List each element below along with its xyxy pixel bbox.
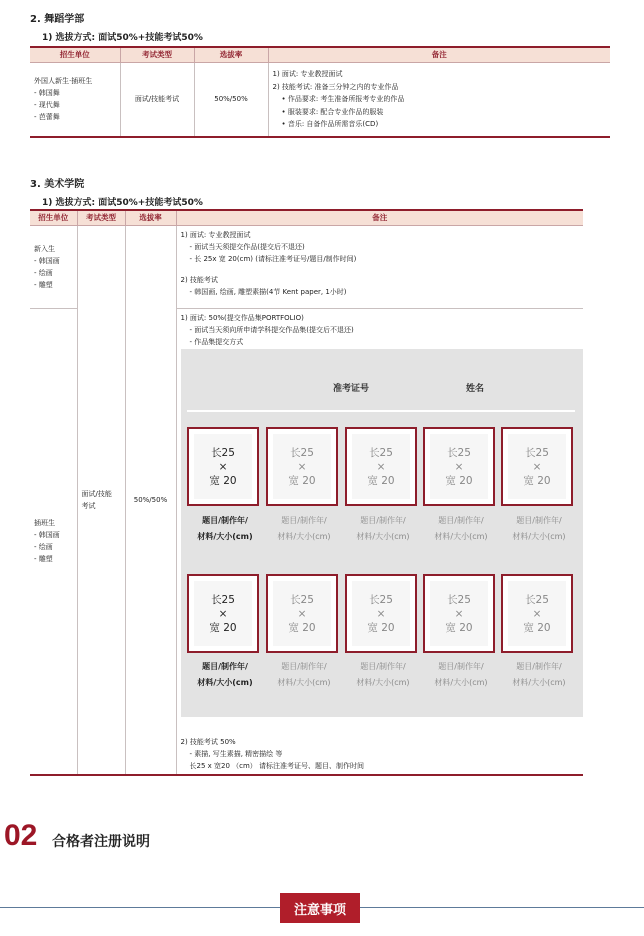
caption-line: 题目/制作年/ xyxy=(360,516,406,525)
caption-line: 材料/大小(cm) xyxy=(277,532,331,541)
portfolio-caption xyxy=(420,659,502,691)
art-transfer-note: 长25 x 宽20 （cm） 请标注准考证号、题目、制作时间 xyxy=(189,761,365,770)
dance-note-cell xyxy=(268,62,610,137)
art-transfer-unit-cell xyxy=(30,308,77,775)
section-number: 02 xyxy=(4,819,38,852)
caption-line: 材料/大小(cm) xyxy=(512,678,566,687)
caption-line: 材料/大小(cm) xyxy=(356,678,410,687)
caption-line: 材料/大小(cm) xyxy=(434,532,488,541)
art-rate-cell: 50%/50% xyxy=(125,225,176,775)
card-size-text: × xyxy=(297,607,307,620)
dance-note-line: 1) 面试: 专业教授面试 xyxy=(272,70,343,78)
art-transfer-note: 2) 技能考试 50% xyxy=(180,737,236,746)
portfolio-card xyxy=(423,574,495,653)
art-transfer-note: - 面试当天须向所申请学科提交作品集(提交后不退还) xyxy=(189,325,354,334)
card-size-text: 宽 20 xyxy=(367,621,395,634)
caption-line: 题目/制作年/ xyxy=(438,662,484,671)
dance-header-type: 考试类型 xyxy=(120,47,194,62)
dance-header-rate: 选拔率 xyxy=(194,47,268,62)
dance-selection-method: 1) 选拔方式: 面试50%+技能考试50% xyxy=(42,33,203,43)
card-size-text: × xyxy=(454,607,464,620)
name-label: 姓名 xyxy=(466,384,485,394)
art-freshman-note: - 长 25x 宽 20(cm) (请标注准考证号/题目/制作时间) xyxy=(189,254,357,263)
portfolio-card-inner xyxy=(273,434,331,499)
portfolio-card xyxy=(501,574,573,653)
portfolio-caption xyxy=(498,659,580,691)
art-transfer-note: - 作品集提交方式 xyxy=(189,337,244,346)
art-freshman-line: - 韩国画 xyxy=(34,256,60,265)
card-size-text: 长25 xyxy=(211,593,235,606)
card-size-text: 宽 20 xyxy=(288,621,316,634)
portfolio-card xyxy=(345,574,417,653)
caption-line: 材料/大小(cm) xyxy=(434,678,488,687)
card-size-text: 宽 20 xyxy=(445,621,473,634)
card-size-text: 宽 20 xyxy=(209,621,237,634)
card-size-text: 宽 20 xyxy=(209,474,237,487)
portfolio-card-inner xyxy=(430,434,488,499)
dance-unit-line: - 现代舞 xyxy=(34,101,60,110)
art-section-title: 3. 美术学院 xyxy=(30,179,85,190)
portfolio-card-inner xyxy=(430,581,488,646)
dance-note-line: • 音乐: 自备作品所需音乐(CD) xyxy=(281,120,379,128)
dance-section-title: 2. 舞蹈学部 xyxy=(30,14,85,25)
portfolio-card xyxy=(501,427,573,506)
caption-line: 题目/制作年/ xyxy=(202,662,248,671)
caption-line: 题目/制作年/ xyxy=(281,516,327,525)
card-size-text: 长25 xyxy=(290,446,314,459)
portfolio-card xyxy=(266,427,338,506)
dance-unit-line: - 芭蕾舞 xyxy=(34,113,60,122)
card-size-text: × xyxy=(454,460,464,473)
dance-table xyxy=(30,46,610,138)
portfolio-caption xyxy=(342,513,424,545)
section-title: 合格者注册说明 xyxy=(52,834,150,850)
card-size-text: 长25 xyxy=(369,593,393,606)
caption-line: 题目/制作年/ xyxy=(516,516,562,525)
dance-header-unit: 招生单位 xyxy=(30,47,120,62)
card-size-text: 宽 20 xyxy=(523,474,551,487)
caption-line: 材料/大小(cm) xyxy=(197,678,253,687)
dance-note-line: • 作品要求: 考生准备所报考专业的作品 xyxy=(281,95,405,103)
card-size-text: × xyxy=(532,460,542,473)
card-size-text: × xyxy=(376,607,386,620)
card-size-text: 长25 xyxy=(211,446,235,459)
portfolio-card-inner xyxy=(352,434,410,499)
card-size-text: 宽 20 xyxy=(288,474,316,487)
caption-line: 题目/制作年/ xyxy=(438,516,484,525)
dance-rate-cell: 50%/50% xyxy=(194,62,268,137)
dance-header-note: 备注 xyxy=(268,47,610,62)
dance-unit-line: 外国人新生·插班生 xyxy=(34,77,93,86)
card-size-text: × xyxy=(376,460,386,473)
card-size-text: 宽 20 xyxy=(445,474,473,487)
portfolio-illustration xyxy=(181,349,583,717)
art-header-type: 考试类型 xyxy=(77,210,125,225)
art-freshman-note-cell xyxy=(176,225,583,308)
caption-line: 材料/大小(cm) xyxy=(197,532,253,541)
portfolio-card-inner xyxy=(194,581,252,646)
card-size-text: × xyxy=(297,460,307,473)
art-transfer-note: 1) 面试: 50%(提交作品集PORTFOLIO) xyxy=(180,313,304,322)
art-transfer-line: 插班生 xyxy=(34,519,55,527)
portfolio-card xyxy=(187,574,259,653)
dance-type-cell: 面试/技能考试 xyxy=(120,62,194,137)
art-transfer-line: - 雕塑 xyxy=(34,555,53,563)
caption-line: 题目/制作年/ xyxy=(202,516,248,525)
portfolio-card xyxy=(345,427,417,506)
card-size-text: × xyxy=(532,607,542,620)
art-type-line: 面试/技能 xyxy=(81,489,112,498)
art-freshman-line: - 绘画 xyxy=(34,268,53,277)
art-type-line: 考试 xyxy=(81,501,96,510)
art-freshman-line: 新入生 xyxy=(34,244,55,253)
exam-number-label: 准考证号 xyxy=(333,384,370,394)
portfolio-caption xyxy=(184,513,266,545)
portfolio-card xyxy=(266,574,338,653)
portfolio-caption xyxy=(263,659,345,691)
dance-note-line: 2) 技能考试: 准备三分钟之内的专业作品 xyxy=(272,82,399,91)
caption-line: 题目/制作年/ xyxy=(281,662,327,671)
dance-unit-cell xyxy=(30,62,120,137)
card-size-text: 长25 xyxy=(290,593,314,606)
card-size-text: 长25 xyxy=(447,446,471,459)
portfolio-card-inner xyxy=(352,581,410,646)
caption-line: 材料/大小(cm) xyxy=(277,678,331,687)
portfolio-card-inner xyxy=(508,434,566,499)
art-header-rate: 选拔率 xyxy=(125,210,176,225)
art-header-unit: 招生单位 xyxy=(30,210,77,225)
card-size-text: × xyxy=(218,607,228,620)
art-freshman-note: 2) 技能考试 xyxy=(180,275,218,284)
dance-unit-line: - 韩国舞 xyxy=(34,89,60,98)
art-freshman-line: - 雕塑 xyxy=(34,280,53,289)
card-size-text: × xyxy=(218,460,228,473)
portfolio-card xyxy=(423,427,495,506)
art-freshman-note: - 韩国画, 绘画, 雕塑素描(4节 Kent paper, 1小时) xyxy=(189,287,347,296)
art-header-note: 备注 xyxy=(176,210,583,225)
caption-line: 材料/大小(cm) xyxy=(512,532,566,541)
card-size-text: 长25 xyxy=(447,593,471,606)
art-transfer-line: - 韩国画 xyxy=(34,531,60,539)
art-type-cell xyxy=(77,225,125,775)
caption-line: 材料/大小(cm) xyxy=(356,532,410,541)
art-freshman-note: 1) 面试: 专业教授面试 xyxy=(180,230,251,239)
portfolio-caption xyxy=(420,513,502,545)
art-freshman-unit-cell xyxy=(30,225,77,308)
art-transfer-note: - 素描, 写生素描, 精密描绘 等 xyxy=(189,749,283,758)
portfolio-caption xyxy=(184,659,266,691)
portfolio-caption xyxy=(498,513,580,545)
art-freshman-note: - 面试当天须提交作品(提交后不退还) xyxy=(189,242,305,251)
portfolio-card-inner xyxy=(508,581,566,646)
portfolio-caption xyxy=(342,659,424,691)
dance-note-line: • 服装要求: 配合专业作品的服装 xyxy=(281,107,384,116)
art-selection-method: 1) 选拔方式: 面试50%+技能考试50% xyxy=(42,198,203,208)
portfolio-card-inner xyxy=(273,581,331,646)
portfolio-card-inner xyxy=(194,434,252,499)
card-size-text: 长25 xyxy=(525,593,549,606)
art-transfer-line: - 绘画 xyxy=(34,543,53,551)
portfolio-card xyxy=(187,427,259,506)
notice-badge: 注意事项 xyxy=(280,893,360,923)
card-size-text: 长25 xyxy=(525,446,549,459)
caption-line: 题目/制作年/ xyxy=(360,662,406,671)
caption-line: 题目/制作年/ xyxy=(516,662,562,671)
divider xyxy=(187,410,575,412)
portfolio-caption xyxy=(263,513,345,545)
card-size-text: 长25 xyxy=(369,446,393,459)
card-size-text: 宽 20 xyxy=(523,621,551,634)
card-size-text: 宽 20 xyxy=(367,474,395,487)
